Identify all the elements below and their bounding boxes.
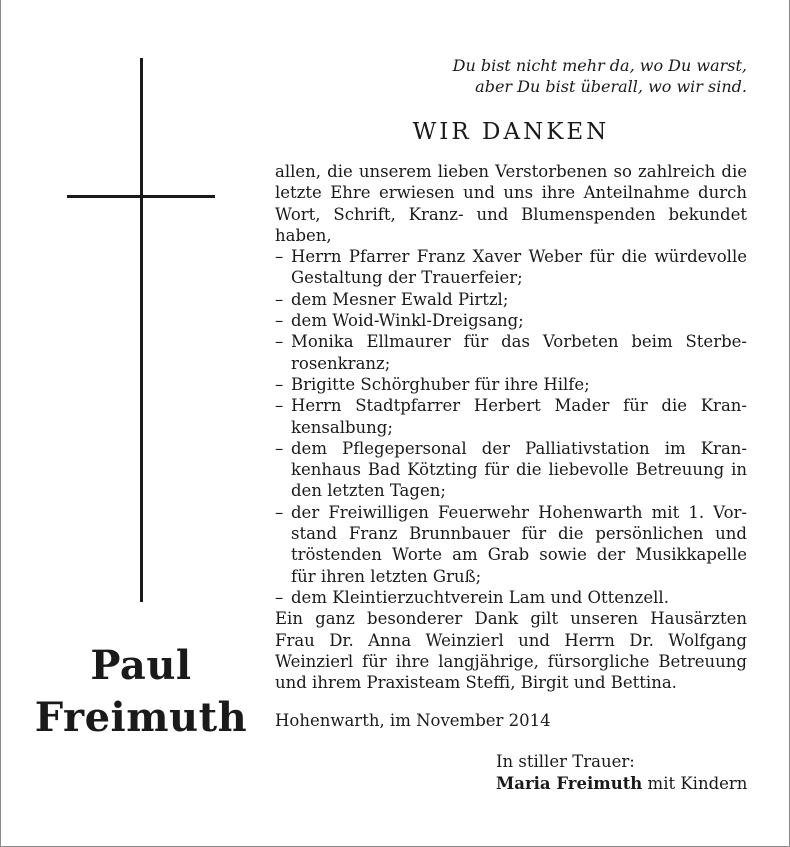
list-item-text: Brigitte Schörghuber für ihre Hilfe; <box>291 374 590 394</box>
list-item <box>275 502 747 587</box>
deceased-last-name: Freimuth <box>34 694 248 741</box>
dash-marker: – <box>275 311 284 331</box>
motto-line-2: aber Du bist überall, wo wir sind. <box>475 77 747 96</box>
signoff <box>496 751 756 795</box>
list-item-text: dem Mesner Ewald Pirtzl; <box>291 289 509 309</box>
thanks-body <box>275 161 747 693</box>
thanks-list <box>275 246 747 608</box>
list-item-text: Herrn Pfarrer Franz Xaver Weber für die würdevolle Gestaltung der Trauerfeier; <box>291 247 747 288</box>
list-item-text: dem Kleintierzuchtverein Lam und Ottenzell. <box>291 587 669 607</box>
list-item-text: Monika Ellmaurer für das Vorbeten beim Sterberosenkranz; <box>291 332 747 373</box>
deceased-name <box>21 640 261 744</box>
list-item-text: Herrn Stadtpfarrer Herbert Mader für die Krankensalbung; <box>291 396 747 437</box>
list-item <box>275 289 747 310</box>
list-item-text: dem Woid-Winkl-Dreigsang; <box>291 311 524 331</box>
motto-line-1: Du bist nicht mehr da, wo Du warst, <box>452 56 747 75</box>
cross-vertical-bar <box>140 58 143 602</box>
list-item-text: der Freiwilligen Feuerwehr Hohenwarth mit 1. Vorstand Franz Brunnbauer für die persönlichen und tröstenden Worte am Grab sowie der Musikkapelle für ihren letzten Gruß; <box>291 502 747 586</box>
list-item <box>275 395 747 438</box>
list-item <box>275 374 747 395</box>
list-item <box>275 438 747 502</box>
heading: WIR DANKEN <box>412 119 610 145</box>
list-item-text: dem Pflegepersonal der Palliativstation im Krankenhaus Bad Kötzting für die liebevolle Betreuung in den letzten Tagen; <box>291 438 747 501</box>
list-item <box>275 331 747 374</box>
intro-text: allen, die unserem lieben Verstorbenen so zahlreich die letzte Ehre erwiesen und uns ihre Anteilnahme durch Wort, Schrift, Kranz- und Blumenspenden bekundet haben, <box>275 162 747 245</box>
list-item <box>275 310 747 331</box>
dash-marker: – <box>275 587 284 607</box>
motto <box>421 55 747 97</box>
dash-marker: – <box>275 332 284 352</box>
cross-horizontal-bar <box>67 195 215 198</box>
dash-marker: – <box>275 374 284 394</box>
list-item <box>275 246 747 289</box>
list-item <box>275 587 747 608</box>
signoff-signature <box>496 773 756 795</box>
signoff-line: In stiller Trauer: <box>496 752 635 771</box>
signoff-name: Maria Freimuth <box>496 774 643 793</box>
dash-marker: – <box>275 396 284 416</box>
deceased-first-name: Paul <box>90 642 192 689</box>
place-date: Hohenwarth, im November 2014 <box>275 711 551 730</box>
dash-marker: – <box>275 438 284 458</box>
dash-marker: – <box>275 247 284 267</box>
special-thanks-text: Ein ganz besonderer Dank gilt unseren Hausärzten Frau Dr. Anna Weinzierl und Herrn Dr. Wolfgang Weinzierl für ihre langjährige, fürsorgliche Betreuung und ihrem Praxisteam Steffi, Birgit und Bettina. <box>275 609 747 693</box>
dash-marker: – <box>275 502 284 522</box>
dash-marker: – <box>275 289 284 309</box>
signoff-suffix: mit Kindern <box>642 774 748 793</box>
